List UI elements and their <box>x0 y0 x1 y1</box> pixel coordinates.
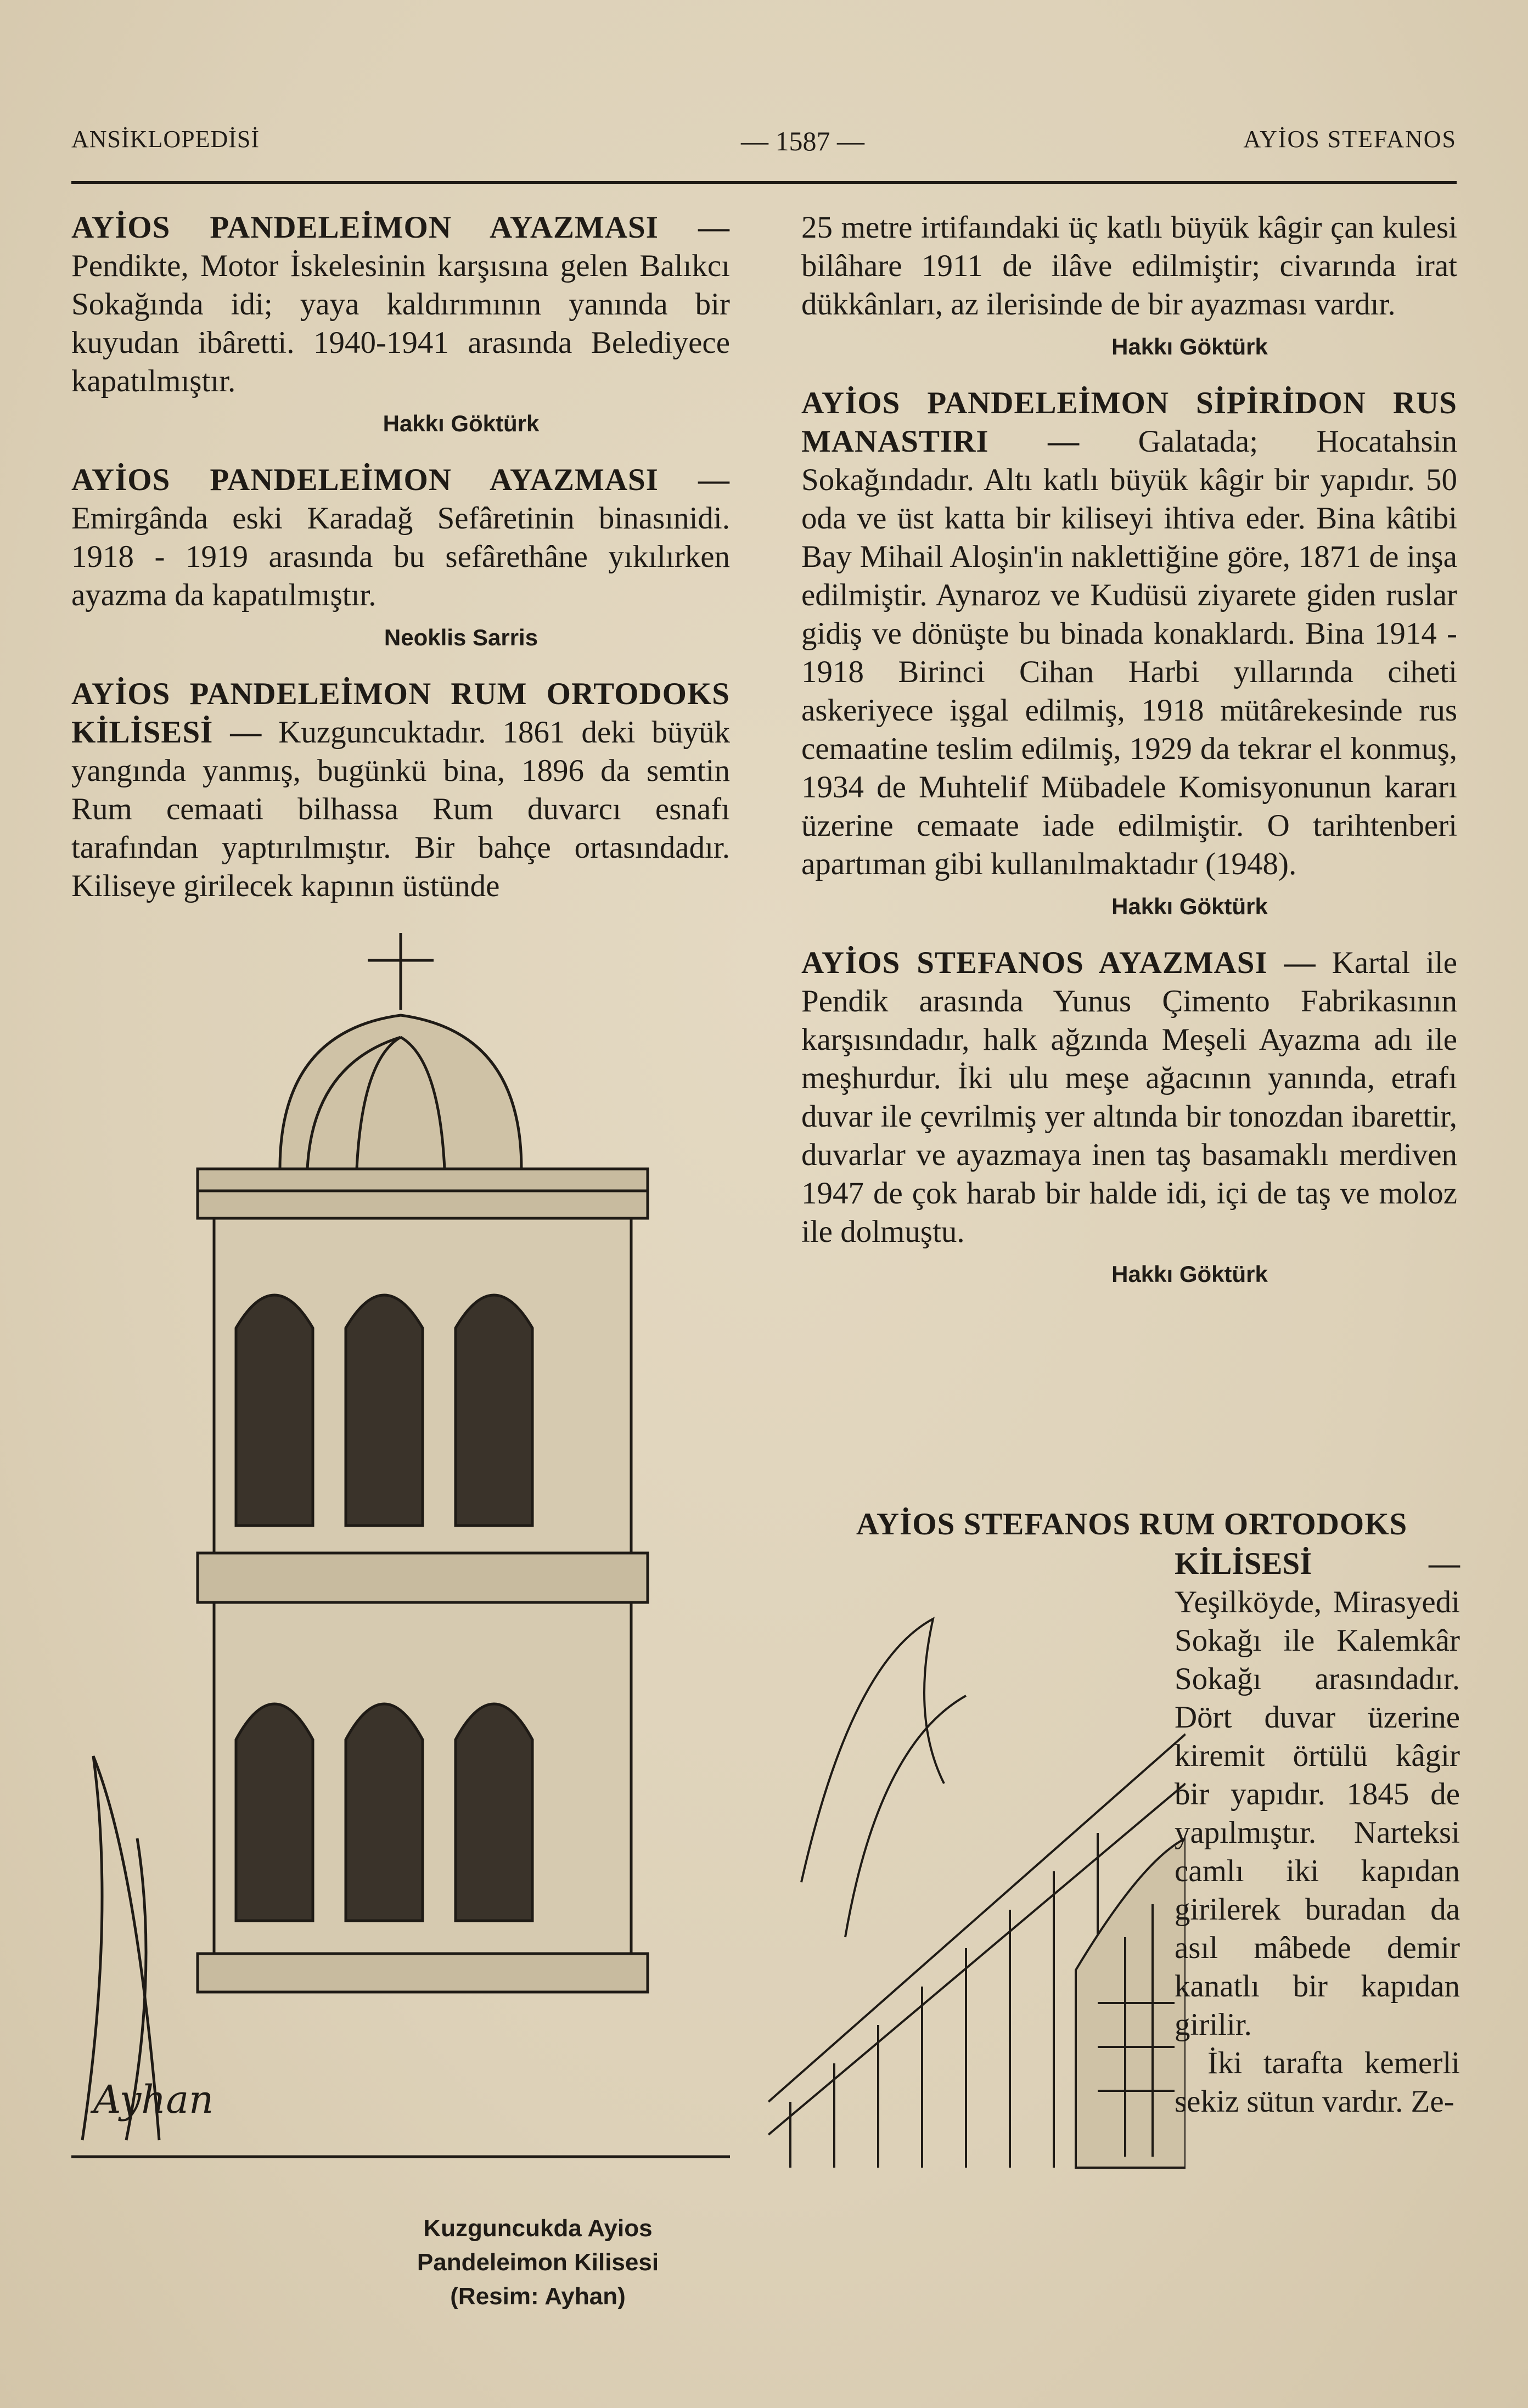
right-column <box>801 209 1457 1312</box>
artist-signature: Ayhan <box>93 2077 214 2122</box>
entry-heading: AYİOS STEFANOS RUM ORTODOKS <box>856 1507 1408 1541</box>
entry-ayios-pandeleimon-ayazmasi-pendik <box>71 209 730 401</box>
entry-ayios-pandeleimon-ayazmasi-emirgan <box>71 461 730 615</box>
entry-body: Yeşilköyde, Mirasyedi Sokağı ile Kalemkâr Sokağı arasındadır. Dört duvar üzerine kiremit örtülü kâgir bir yapıdır. 1845 de yapılmıştır. Narteksi camlı iki kapıdan girilerek buradan da asıl mâbede demir kanatlı bir kapıdan girilir. <box>1175 1585 1460 2042</box>
narrow-column <box>1175 1506 1460 2121</box>
entry-continuation <box>801 209 1457 324</box>
entry-body-continued <box>1175 2044 1460 2121</box>
entry-heading: AYİOS PANDELEİMON SİPİRİDON RUS MANASTIRI — <box>801 386 1457 459</box>
header-rule <box>71 181 1457 184</box>
author-signature: Hakkı Göktürk <box>1111 334 1268 359</box>
entry-body: Pendikte, Motor İskelesinin karşısına gelen Balıkcı Sokağında idi; yaya kaldırımının yanında bir kuyudan ibâretti. 1940-1941 arasında Belediyece kapatılmıştır. <box>71 249 730 398</box>
figure-caption <box>384 2212 692 2314</box>
entry-body: Kuzguncuktadır. 1861 deki büyük yangında yanmış, bugünkü bina, 1896 da semtin Rum cemaati bilhassa Rum duvarcı esnafı tarafından yaptırılmıştır. Bir bahçe ortasındadır. Kiliseye girilecek kapının üstünde <box>71 715 730 903</box>
entry-heading: AYİOS STEFANOS AYAZMASI — <box>801 946 1316 980</box>
page-header <box>71 125 1457 164</box>
entry-body: 25 metre irtifaındaki üç katlı büyük kâgir çan kulesi bilâhare 1911 de ilâve edilmiştir; civarında irat dükkânları, az ilerisinde de bir ayazması vardır. <box>801 210 1457 322</box>
entry-ayios-pandeleimon-kilisesi <box>71 675 730 905</box>
entry-heading-cont: KİLİSESİ — <box>1175 1546 1460 1581</box>
entry-body-line: İki tarafta kemerli sekiz sütun vardır. Ze- <box>1175 2046 1460 2119</box>
page-number: — 1587 — <box>741 126 864 156</box>
entry-heading: AYİOS PANDELEİMON RUM ORTODOKS KİLİSESİ — <box>71 677 730 750</box>
author-signature: Hakkı Göktürk <box>383 410 540 436</box>
entry-sipiridon-rus-manastiri <box>801 384 1457 884</box>
running-head-left: ANSİKLOPEDİSİ <box>71 126 260 153</box>
entry-heading: AYİOS PANDELEİMON AYAZMASI — <box>71 210 730 245</box>
left-column <box>71 209 730 905</box>
author-signature: Hakkı Göktürk <box>1111 1261 1268 1287</box>
author-signature: Neoklis Sarris <box>384 624 538 650</box>
caption-credit: (Resim: Ayhan) <box>450 2283 626 2310</box>
running-head-right: AYİOS STEFANOS <box>1243 126 1457 153</box>
entry-body: Galatada; Hocatahsin Sokağındadır. Altı katlı büyük kâgir bir yapıdır. 50 oda ve üst katta bir kiliseyi ihtiva eder. Bina kâtibi Bay Mihail Aloşin'in naklettiğine göre, 1871 de inşa edilmiştir. Aynaroz ve Kudüsü ziyarete giden ruslar gidiş ve dönüşte bu binada konaklardı. Bina 1914 - 1918 Birinci Cihan Harbi yıllarında ciheti askeriyece işgal edilmiş, 1918 mütârekesinde rus cemaatine teslim edilmiş, 1929 da tekrar el konmuş, 1934 de Muhtelif Mübadele Komisyonunun kararı üzerine cemaate iade edilmiştir. O tarihtenberi apartıman gibi kullanılmaktadır (1948). <box>801 424 1457 881</box>
author-signature: Hakkı Göktürk <box>1111 893 1268 919</box>
entry-body: Kartal ile Pendik arasında Yunus Çimento Fabrikasının karşısındadır, halk ağzında Meşeli Ayazma adı ile meşhurdur. İki ulu meşe ağacının yanında, etrafı duvar ile çevrilmiş yer altında bir tonozdan ibarettir, duvarlar ve ayazmaya inen taş basamaklı merdiven 1947 de çok harab bir halde idi, içi de taş ve moloz ile dolmuştu. <box>801 946 1458 1249</box>
entry-body: Emirgânda eski Karadağ Sefâretinin binasınidi. 1918 - 1919 arasında bu sefârethâne yıkılırken ayazma da kapatılmıştır. <box>71 501 730 612</box>
entry-heading: AYİOS PANDELEİMON AYAZMASI — <box>71 463 730 497</box>
caption-title: Kuzguncukda Ayios Pandeleimon Kilisesi <box>417 2215 659 2276</box>
church-vault-illustration <box>768 1553 1186 2173</box>
entry-ayios-stefanos-kilisesi <box>1175 1545 1460 2044</box>
entry-ayios-stefanos-ayazmasi <box>801 944 1457 1251</box>
